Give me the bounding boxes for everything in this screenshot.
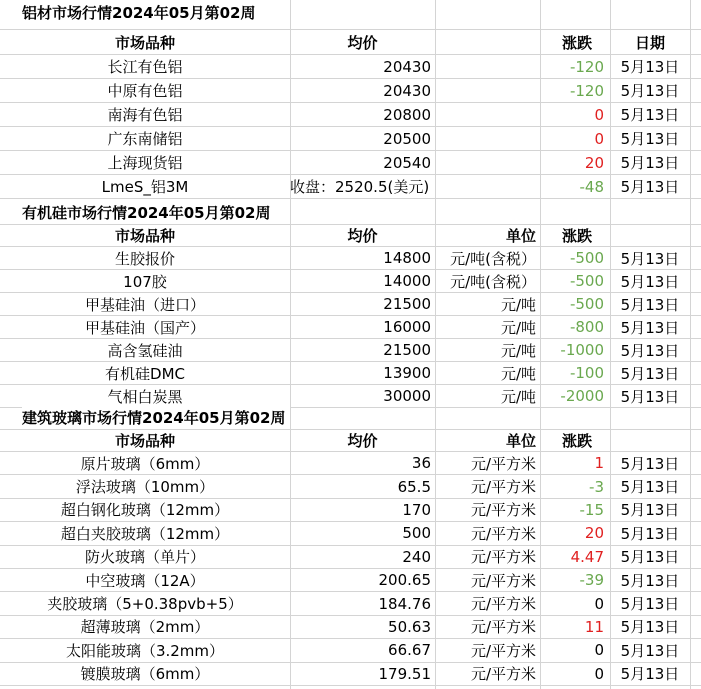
cell-price: 240 bbox=[402, 547, 431, 566]
cell-unit: 元/吨 bbox=[500, 295, 536, 314]
cell-unit: 元/吨(含税） bbox=[450, 272, 536, 291]
table-row bbox=[0, 499, 701, 522]
table-row bbox=[0, 616, 701, 639]
cell-price: 21500 bbox=[383, 341, 431, 359]
cell-date: 5月13日 bbox=[620, 130, 680, 148]
table-row bbox=[0, 79, 701, 103]
cell-date: 5月13日 bbox=[620, 454, 680, 473]
header-price: 均价 bbox=[347, 33, 378, 52]
cell-change: 20 bbox=[584, 524, 604, 543]
cell-price: 65.5 bbox=[397, 477, 431, 496]
cell-unit: 元/平方米 bbox=[470, 501, 536, 520]
cell-name: 太阳能玻璃（3.2mm） bbox=[65, 641, 225, 660]
cell-unit: 元/平方米 bbox=[470, 571, 536, 590]
cell-change: -100 bbox=[569, 364, 604, 382]
cell-unit: 元/平方米 bbox=[470, 595, 536, 614]
cell-date: 5月13日 bbox=[620, 106, 680, 124]
cell-unit: 元/平方米 bbox=[470, 524, 536, 543]
header-unit: 单位 bbox=[505, 227, 536, 245]
cell-price: 179.51 bbox=[378, 664, 431, 683]
cell-date: 5月13日 bbox=[620, 318, 680, 337]
cell-price: 收盘：2520.5(美元) bbox=[290, 178, 430, 196]
header-name: 市场品种 bbox=[114, 432, 175, 450]
cell-date: 5月13日 bbox=[620, 364, 680, 383]
section-title-row bbox=[0, 200, 701, 225]
cell-unit: 元/平方米 bbox=[470, 665, 536, 684]
cell-change: -800 bbox=[569, 318, 604, 336]
cell-date: 5月13日 bbox=[620, 82, 680, 100]
table-row bbox=[0, 663, 701, 686]
cell-name: LmeS_铝3M bbox=[101, 178, 189, 196]
header-change: 涨跌 bbox=[562, 432, 593, 450]
cell-name: 广东南储铝 bbox=[107, 130, 183, 148]
cell-unit: 元/平方米 bbox=[470, 548, 536, 567]
header-name: 市场品种 bbox=[114, 33, 175, 52]
header-unit: 单位 bbox=[505, 432, 536, 450]
cell-name: 中空玻璃（12A） bbox=[85, 571, 205, 590]
cell-price: 16000 bbox=[383, 318, 431, 336]
cell-change: 20 bbox=[584, 153, 604, 172]
cell-name: 甲基硅油（进口） bbox=[84, 295, 205, 314]
table-row bbox=[0, 270, 701, 293]
cell-change: -500 bbox=[569, 249, 604, 267]
cell-name: 超白钢化玻璃（12mm） bbox=[60, 501, 230, 520]
cell-change: -120 bbox=[569, 57, 604, 76]
section-title-row bbox=[0, 0, 701, 30]
cell-date: 5月13日 bbox=[620, 295, 680, 314]
cell-price: 36 bbox=[411, 454, 431, 473]
table-row bbox=[0, 55, 701, 79]
table-row bbox=[0, 546, 701, 569]
cell-change: -1000 bbox=[560, 341, 604, 359]
header-date: 日期 bbox=[634, 33, 665, 52]
cell-price: 20430 bbox=[383, 81, 431, 100]
table-row bbox=[0, 293, 701, 316]
cell-date: 5月13日 bbox=[620, 641, 680, 660]
header-row bbox=[0, 225, 701, 247]
table-row bbox=[0, 127, 701, 151]
cell-change: -120 bbox=[569, 81, 604, 100]
cell-price: 14000 bbox=[383, 272, 431, 290]
table-row bbox=[0, 592, 701, 615]
cell-name: 长江有色铝 bbox=[107, 58, 183, 76]
cell-date: 5月13日 bbox=[620, 272, 680, 291]
cell-price: 21500 bbox=[383, 295, 431, 313]
cell-date: 5月13日 bbox=[620, 387, 680, 406]
cell-price: 66.67 bbox=[388, 641, 431, 660]
cell-change: 0 bbox=[594, 129, 604, 148]
cell-name: 浮法玻璃（10mm） bbox=[75, 478, 215, 497]
table-row bbox=[0, 175, 701, 199]
cell-name: 超薄玻璃（2mm） bbox=[80, 618, 210, 637]
glass-title: 建筑玻璃市场行情2024年05月第02周 bbox=[22, 407, 290, 428]
cell-change: 1 bbox=[594, 454, 604, 473]
table-row bbox=[0, 569, 701, 592]
cell-price: 50.63 bbox=[388, 617, 431, 636]
cell-change: -15 bbox=[579, 500, 604, 519]
cell-name: 防火玻璃（单片） bbox=[84, 548, 205, 567]
cell-name: 生胶报价 bbox=[114, 249, 175, 268]
cell-unit: 元/平方米 bbox=[470, 478, 536, 497]
cell-price: 20800 bbox=[383, 105, 431, 124]
cell-name: 南海有色铝 bbox=[107, 106, 183, 124]
table-row bbox=[0, 452, 701, 475]
cell-price: 200.65 bbox=[378, 571, 431, 590]
cell-date: 5月13日 bbox=[620, 524, 680, 543]
cell-name: 中原有色铝 bbox=[107, 82, 183, 100]
cell-date: 5月13日 bbox=[620, 571, 680, 590]
cell-price: 13900 bbox=[383, 364, 431, 382]
cell-name: 气相白炭黑 bbox=[107, 387, 183, 406]
header-row bbox=[0, 430, 701, 452]
cell-unit: 元/吨(含税） bbox=[450, 249, 536, 268]
cell-date: 5月13日 bbox=[620, 58, 680, 76]
header-price: 均价 bbox=[347, 432, 378, 450]
cell-change: 0 bbox=[594, 105, 604, 124]
header-change: 涨跌 bbox=[562, 33, 593, 52]
cell-unit: 元/吨 bbox=[500, 387, 536, 406]
cell-date: 5月13日 bbox=[620, 595, 680, 614]
cell-date: 5月13日 bbox=[620, 249, 680, 268]
table-row bbox=[0, 339, 701, 362]
header-price: 均价 bbox=[347, 227, 378, 245]
cell-date: 5月13日 bbox=[620, 501, 680, 520]
cell-unit: 元/吨 bbox=[500, 364, 536, 383]
cell-change: 4.47 bbox=[570, 547, 604, 566]
cell-price: 170 bbox=[402, 500, 431, 519]
cell-date: 5月13日 bbox=[620, 618, 680, 637]
cell-unit: 元/吨 bbox=[500, 318, 536, 337]
cell-price: 30000 bbox=[383, 387, 431, 405]
header-change: 涨跌 bbox=[562, 227, 593, 245]
table-row bbox=[0, 475, 701, 498]
table-row bbox=[0, 247, 701, 270]
cell-date: 5月13日 bbox=[620, 341, 680, 360]
silicone-title: 有机硅市场行情2024年05月第02周 bbox=[22, 202, 275, 223]
cell-name: 甲基硅油（国产） bbox=[84, 318, 205, 337]
cell-date: 5月13日 bbox=[620, 665, 680, 684]
cell-date: 5月13日 bbox=[620, 548, 680, 567]
cell-change: -2000 bbox=[560, 387, 604, 405]
cell-name: 夹胶玻璃（5+0.38pvb+5） bbox=[47, 595, 243, 614]
cell-unit: 元/平方米 bbox=[470, 641, 536, 660]
section-title-row bbox=[0, 405, 701, 430]
cell-price: 20500 bbox=[383, 129, 431, 148]
aluminum-title: 铝材市场行情2024年05月第02周 bbox=[22, 2, 260, 23]
cell-price: 500 bbox=[402, 524, 431, 543]
cell-name: 高含氢硅油 bbox=[107, 341, 183, 360]
table-row bbox=[0, 151, 701, 175]
cell-unit: 元/平方米 bbox=[470, 618, 536, 637]
cell-change: 0 bbox=[594, 641, 604, 660]
cell-price: 14800 bbox=[383, 249, 431, 267]
table-row bbox=[0, 639, 701, 662]
cell-name: 有机硅DMC bbox=[105, 364, 185, 383]
cell-change: 0 bbox=[594, 664, 604, 683]
cell-change: 11 bbox=[584, 617, 604, 636]
cell-date: 5月13日 bbox=[620, 478, 680, 497]
cell-date: 5月13日 bbox=[620, 154, 680, 172]
cell-change: -500 bbox=[569, 272, 604, 290]
table-row bbox=[0, 362, 701, 385]
table-row bbox=[0, 316, 701, 339]
cell-unit: 元/吨 bbox=[500, 341, 536, 360]
cell-price: 184.76 bbox=[378, 594, 431, 613]
cell-price: 20430 bbox=[383, 57, 431, 76]
header-name: 市场品种 bbox=[114, 227, 175, 245]
cell-name: 原片玻璃（6mm） bbox=[80, 454, 210, 473]
cell-unit: 元/平方米 bbox=[470, 454, 536, 473]
cell-change: -3 bbox=[589, 477, 604, 496]
cell-change: 0 bbox=[594, 594, 604, 613]
cell-name: 上海现货铝 bbox=[107, 154, 183, 172]
header-row bbox=[0, 30, 701, 55]
cell-name: 超白夹胶玻璃（12mm） bbox=[60, 524, 230, 543]
cell-price: 20540 bbox=[383, 153, 431, 172]
cell-change: -48 bbox=[579, 177, 604, 196]
cell-name: 107胶 bbox=[123, 272, 167, 291]
cell-change: -39 bbox=[579, 571, 604, 590]
cell-date: 5月13日 bbox=[620, 178, 680, 196]
table-row bbox=[0, 522, 701, 545]
cell-change: -500 bbox=[569, 295, 604, 313]
table-row bbox=[0, 103, 701, 127]
cell-name: 镀膜玻璃（6mm） bbox=[80, 665, 210, 684]
